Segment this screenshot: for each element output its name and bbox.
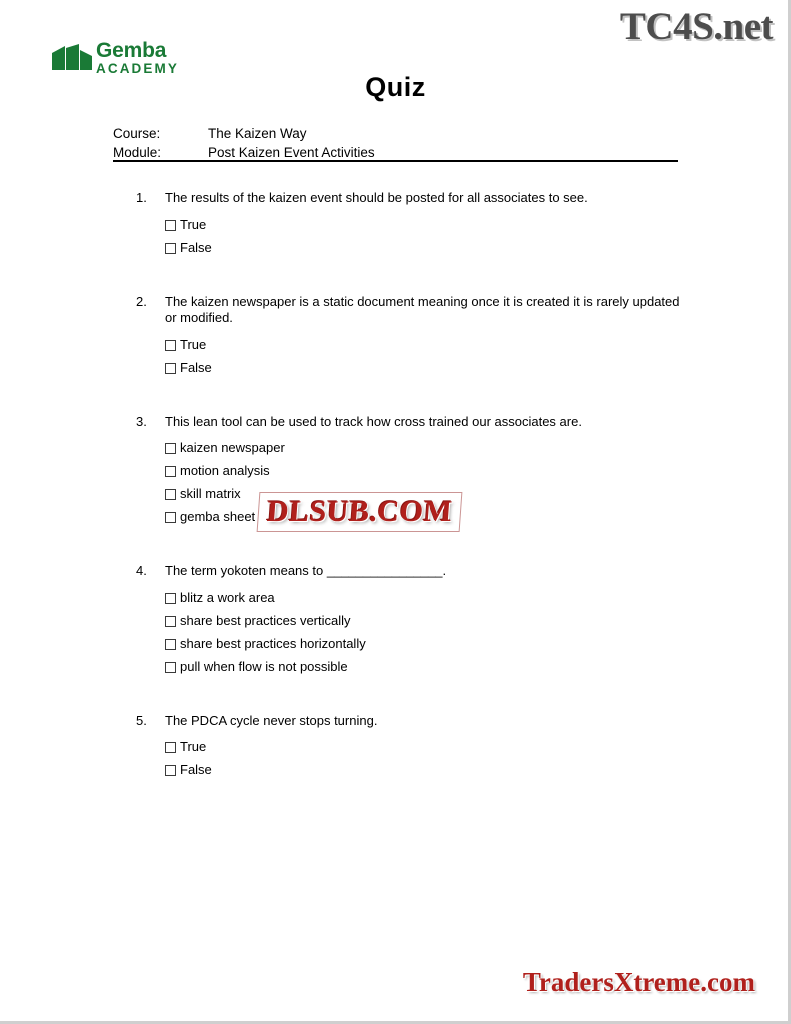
question-item <box>0 190 791 255</box>
watermark-top-right: TC4S.net <box>619 5 773 48</box>
checkbox-icon[interactable] <box>165 662 176 673</box>
option-label: skill matrix <box>180 486 241 501</box>
question-text: This lean tool can be used to track how cross trained our associates are. <box>165 413 582 429</box>
checkbox-icon[interactable] <box>165 340 176 351</box>
option-list <box>165 591 681 674</box>
question-item <box>0 713 791 778</box>
question-number: 5. <box>136 712 147 728</box>
option-row[interactable] <box>165 591 681 605</box>
option-row[interactable] <box>165 740 681 754</box>
option-label: True <box>180 336 207 352</box>
checkbox-icon[interactable] <box>165 443 176 454</box>
option-label: True <box>180 739 207 754</box>
option-label: kaizen newspaper <box>180 440 285 455</box>
header-divider <box>113 160 678 162</box>
option-label: False <box>180 762 212 777</box>
page-title: Quiz <box>365 72 426 102</box>
option-label: gemba sheet <box>180 509 256 524</box>
question-item <box>0 294 791 375</box>
factory-logo-icon <box>52 44 92 70</box>
module-label: Module: <box>113 145 162 160</box>
option-row[interactable] <box>165 241 681 255</box>
option-list <box>165 740 681 777</box>
logo-primary-text: Gemba <box>96 39 167 62</box>
option-label: pull when flow is not possible <box>180 658 348 674</box>
question-text: The results of the kaizen event should be posted for all associates to see. <box>165 190 588 205</box>
option-label: motion analysis <box>180 463 270 478</box>
logo-wordmark <box>96 40 179 76</box>
option-row[interactable] <box>165 218 681 232</box>
checkbox-icon[interactable] <box>165 489 176 500</box>
checkbox-icon[interactable] <box>165 363 176 374</box>
checkbox-icon[interactable] <box>165 593 176 604</box>
option-row[interactable] <box>165 338 681 352</box>
question-number: 3. <box>136 413 147 429</box>
option-label: blitz a work area <box>180 589 275 605</box>
option-label: False <box>180 359 212 375</box>
question-number: 2. <box>136 293 147 309</box>
option-list <box>165 218 681 255</box>
logo-secondary-text: ACADEMY <box>96 61 179 77</box>
checkbox-icon[interactable] <box>165 243 176 254</box>
watermark-footer: TradersXtreme.com <box>522 967 755 997</box>
option-label: share best practices horizontally <box>180 635 366 651</box>
question-number: 1. <box>136 190 147 205</box>
course-module-block <box>113 124 678 162</box>
question-text: The term yokoten means to ________________. <box>165 563 447 578</box>
checkbox-icon[interactable] <box>165 512 176 523</box>
checkbox-icon[interactable] <box>165 742 176 753</box>
question-text: The PDCA cycle never stops turning. <box>165 712 378 728</box>
option-label: False <box>180 239 212 255</box>
document-header <box>0 28 791 102</box>
course-label: Course: <box>113 126 161 141</box>
watermark-center: DLSUB.COM <box>257 492 463 532</box>
option-row[interactable] <box>165 763 681 777</box>
question-item <box>0 563 791 674</box>
option-row[interactable] <box>165 614 681 628</box>
checkbox-icon[interactable] <box>165 616 176 627</box>
option-label: True <box>180 216 207 232</box>
checkbox-icon[interactable] <box>165 466 176 477</box>
option-row[interactable] <box>165 464 681 478</box>
module-value: Post Kaizen Event Activities <box>208 145 375 160</box>
option-row[interactable] <box>165 441 681 455</box>
option-list <box>165 338 681 375</box>
checkbox-icon[interactable] <box>165 639 176 650</box>
checkbox-icon[interactable] <box>165 765 176 776</box>
course-row <box>113 124 678 143</box>
course-value: The Kaizen Way <box>208 126 307 141</box>
option-row[interactable] <box>165 637 681 651</box>
option-row[interactable] <box>165 361 681 375</box>
option-row[interactable] <box>165 660 681 674</box>
checkbox-icon[interactable] <box>165 220 176 231</box>
question-text: The kaizen newspaper is a static document meaning once it is created it is rarely updated or modified. <box>165 293 680 325</box>
question-number: 4. <box>136 563 147 578</box>
option-label: share best practices vertically <box>180 612 351 628</box>
